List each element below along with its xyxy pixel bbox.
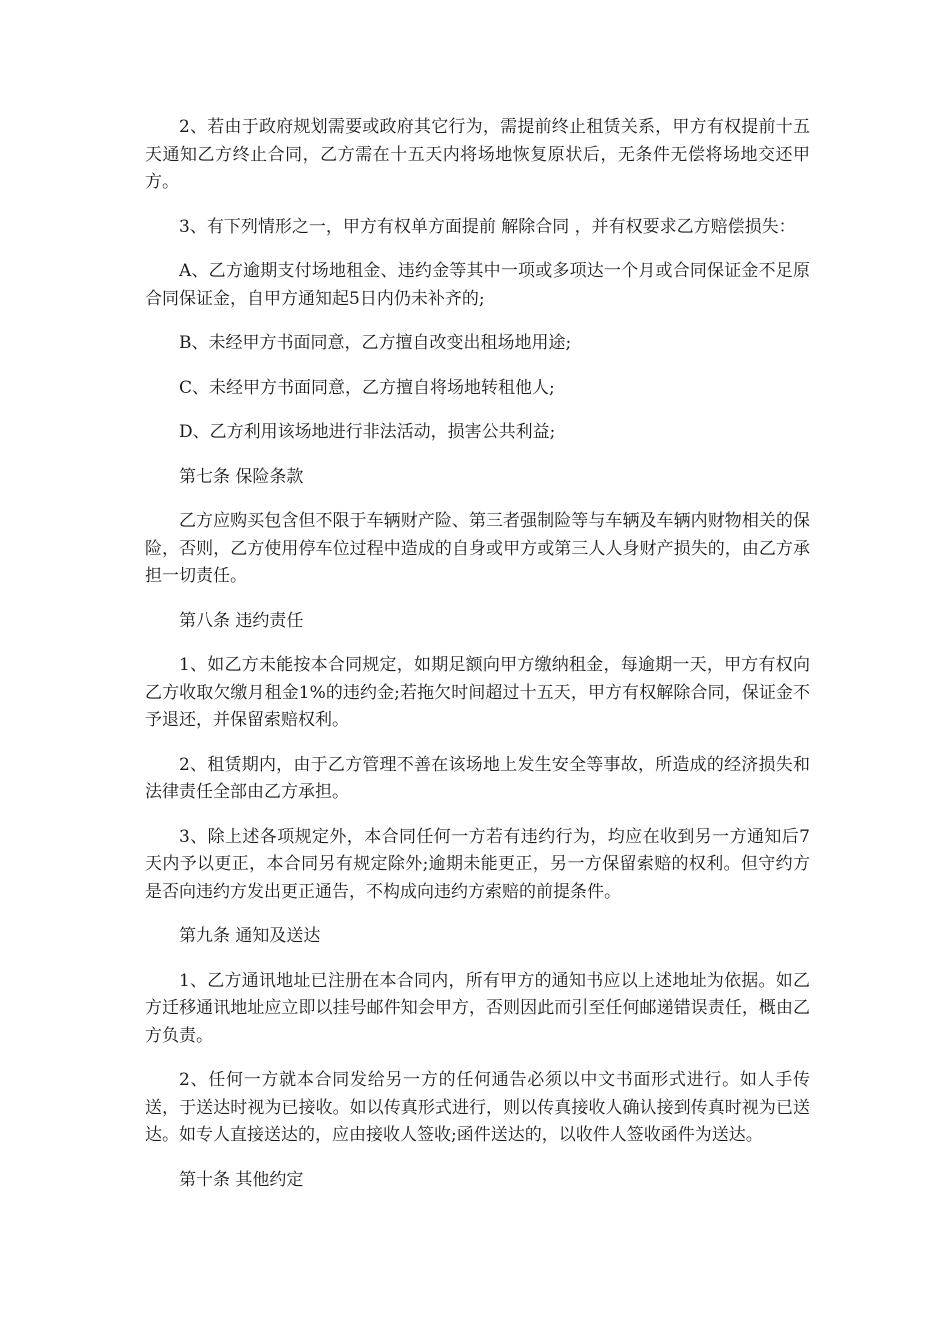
clause-8-item-1: 1、如乙方未能按本合同规定，如期足额向甲方缴纳租金，每逾期一天，甲方有权向乙方收取欠缴月租金1%的违约金;若拖欠时间超过十五天，甲方有权解除合同，保证金不予退还，并保留索赔权利。 (145, 655, 810, 730)
clause-7-body: 乙方应购买包含但不限于车辆财产险、第三者强制险等与车辆及车辆内财物相关的保险，否则，乙方使用停车位过程中造成的自身或甲方或第三人人身财产损失的，由乙方承担一切责任。 (145, 511, 810, 586)
document-body (145, 114, 810, 1211)
clause-9-item-2: 2、任何一方就本合同发给另一方的任何通告必须以中文书面形式进行。如人手传送，于送达时视为已接收。如以传真形式进行，则以传真接收人确认接到传真时视为已送达。如专人直接送达的，应由接收人签收;函件送达的，以收件人签收函件为送达。 (145, 1070, 810, 1145)
clause-9-item-1: 1、乙方通讯地址已注册在本合同内，所有甲方的通知书应以上述地址为依据。如乙方迁移通讯地址应立即以挂号邮件知会甲方，否则因此而引至任何邮递错误责任，概由乙方负责。 (145, 970, 810, 1046)
clause-6-item-3b: B、未经甲方书面同意，乙方擅自改变出租场地用途; (179, 333, 572, 353)
clause-8-item-2: 2、租赁期内，由于乙方管理不善在该场地上发生安全等事故，所造成的经济损失和法律责任全部由乙方承担。 (145, 754, 810, 802)
section-heading-9: 第九条 通知及送达 (179, 926, 321, 946)
section-heading-10: 第十条 其他约定 (179, 1169, 304, 1190)
clause-6-item-3d: D、乙方利用该场地进行非法活动，损害公共利益; (179, 422, 556, 442)
section-heading-7: 第七条 保险条款 (179, 466, 304, 487)
clause-8-item-3: 3、除上述各项规定外，本合同任何一方若有违约行为，均应在收到另一方通知后7天内予以更正，本合同另有规定除外;逾期未能更正，另一方保留索赔的权利。但守约方是否向违约方发出更正通告，不构成向违约方索赔的前提条件。 (145, 826, 810, 902)
clause-6-item-3: 3、有下列情形之一，甲方有权单方面提前 解除合同 ，并有权要求乙方赔偿损失： (179, 216, 796, 237)
section-heading-8: 第八条 违约责任 (179, 610, 304, 631)
clause-6-item-3c: C、未经甲方书面同意，乙方擅自将场地转租他人; (179, 377, 555, 398)
clause-6-item-3a: A、乙方逾期支付场地租金、违约金等其中一项或多项达一个月或合同保证金不足原合同保证金，自甲方通知起5日内仍未补齐的; (145, 261, 810, 309)
clause-6-item-2: 2、若由于政府规划需要或政府其它行为，需提前终止租赁关系，甲方有权提前十五天通知乙方终止合同，乙方需在十五天内将场地恢复原状后，无条件无偿将场地交还甲方。 (145, 117, 810, 192)
